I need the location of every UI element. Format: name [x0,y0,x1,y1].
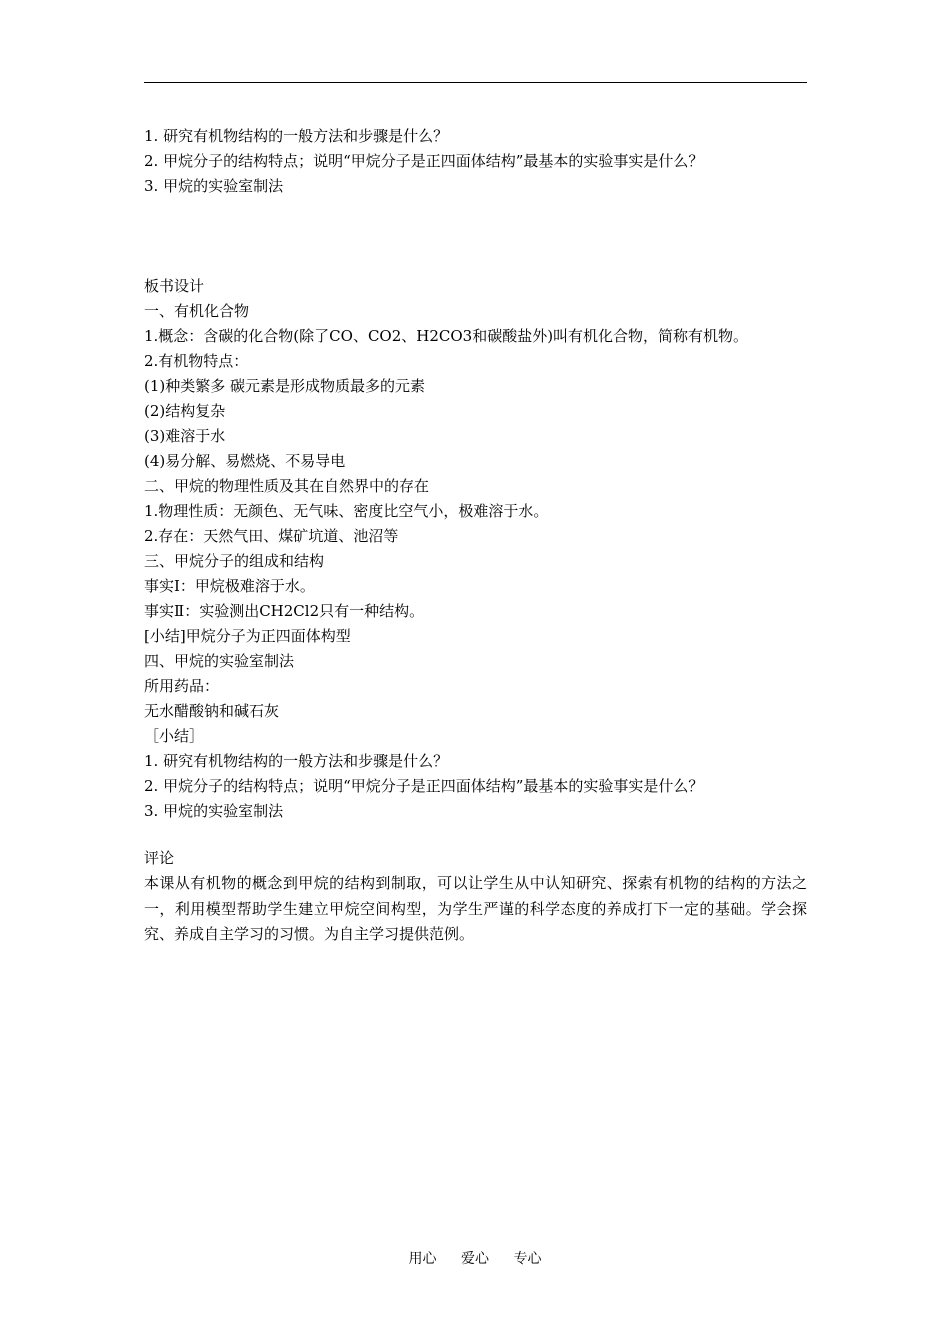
intro-item: 3. 甲烷的实验室制法 [144,177,284,195]
board-line: 事实Ⅱ：实验测出CH2Cl2只有一种结构。 [144,602,425,620]
board-line: 三、甲烷分子的组成和结构 [144,552,325,570]
board-line: (3)难溶于水 [144,427,226,445]
board-line: [小结]甲烷分子为正四面体构型 [144,627,351,645]
board-line: 事实Ⅰ：甲烷极难溶于水。 [144,577,315,595]
board-line: 无水醋酸钠和碱石灰 [144,702,280,720]
board-line: 1.物理性质：无颜色、无气味、密度比空气小，极难溶于水。 [144,502,549,520]
board-line: ［小结］ [144,727,205,745]
board-title: 板书设计 [144,277,205,295]
board-line: 2.有机物特点： [144,352,249,370]
board-line: 2.存在：天然气田、煤矿坑道、池沼等 [144,527,399,545]
review-title: 评论 [144,849,175,867]
footer-word: 爱心 [461,1251,489,1267]
intro-item: 1. 研究有机物结构的一般方法和步骤是什么？ [144,127,449,145]
board-line: (4)易分解、易燃烧、不易导电 [144,452,346,470]
board-line: 四、甲烷的实验室制法 [144,652,295,670]
board-line: 所用药品： [144,677,220,695]
board-line: 一、有机化合物 [144,302,250,320]
footer-word: 专心 [513,1251,542,1267]
review-paragraph: 本课从有机物的概念到甲烷的结构到制取，可以让学生从中认知研究、探索有机物的结构的方法之一，利用模型帮助学生建立甲烷空间构型，为学生严谨的科学态度的养成打下一定的基础。学会探究、养成自主学习的习惯。为自主学习提供范例。 [144,874,807,943]
board-line: 1. 研究有机物结构的一般方法和步骤是什么？ [144,752,449,770]
board-line: (1)种类繁多 碳元素是形成物质最多的元素 [144,377,426,395]
board-line: 1.概念：含碳的化合物(除了CO、CO2、H2CO3和碳酸盐外)叫有机化合物，简称有机物。 [144,327,749,345]
review-section [144,846,807,948]
board-line: 3. 甲烷的实验室制法 [144,802,284,820]
board-line: (2)结构复杂 [144,402,226,420]
footer-word: 用心 [408,1251,437,1267]
header-rule [144,82,807,83]
intro-list [144,124,807,199]
intro-item: 2. 甲烷分子的结构特点；说明“甲烷分子是正四面体结构”最基本的实验事实是什么？ [144,152,704,170]
board-line: 二、甲烷的物理性质及其在自然界中的存在 [144,477,430,495]
board-design-section [144,274,807,824]
board-line: 2. 甲烷分子的结构特点；说明“甲烷分子是正四面体结构”最基本的实验事实是什么？ [144,777,704,795]
page-footer [0,1248,950,1268]
